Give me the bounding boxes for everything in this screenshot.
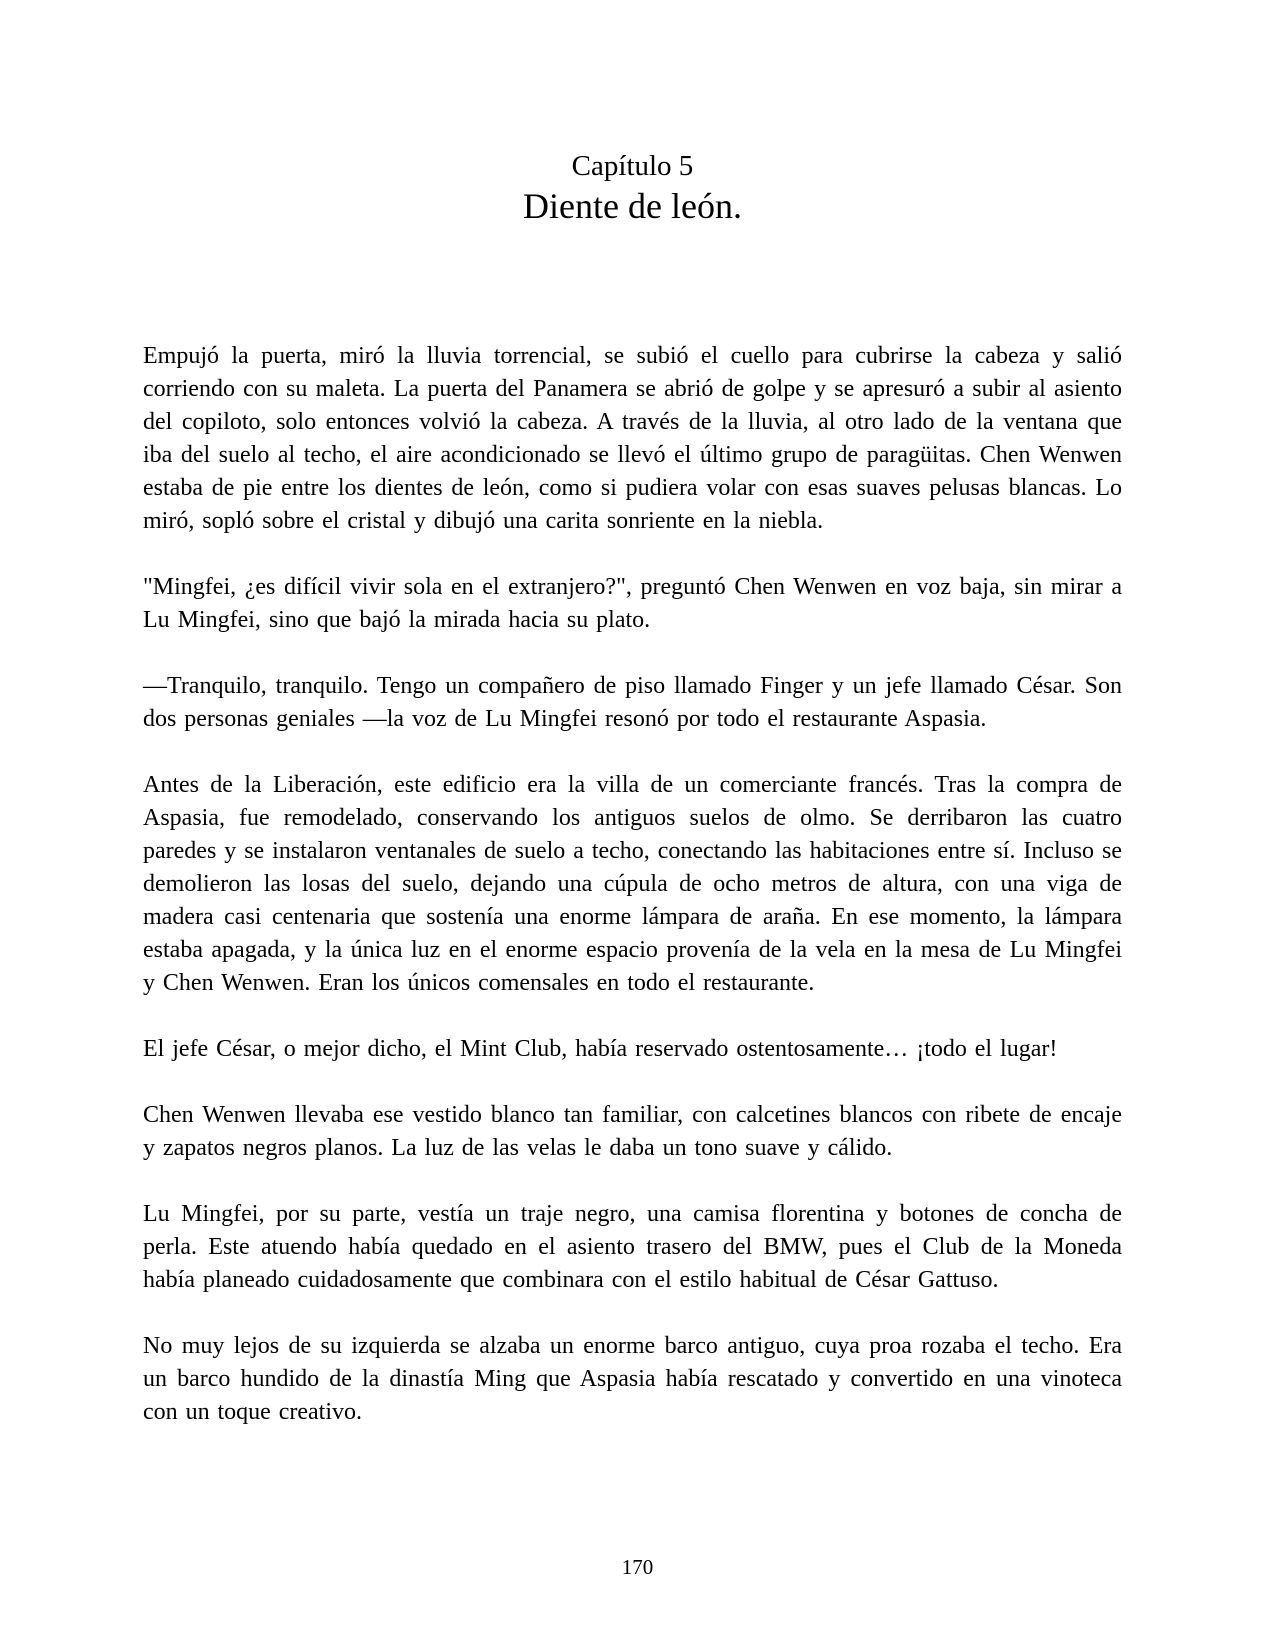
paragraph-5: El jefe César, o mejor dicho, el Mint Club, había reservado ostentosamente… ¡todo el lugar! [143,1036,1058,1062]
chapter-label: Capítulo 5 [571,150,694,182]
paragraph-7: Lu Mingfei, por su parte, vestía un traje negro, una camisa florentina y botones de concha de perla. Este atuendo había quedado en el asiento trasero del BMW, pues el Club de la Moneda había planeado cuidadosamente que combinara con el estilo habitual de César Gattuso. [143,1201,1122,1293]
paragraph-3: —Tranquilo, tranquilo. Tengo un compañero de piso llamado Finger y un jefe llamado César. Son dos personas geniales —la voz de Lu Mingfei resonó por todo el restaurante Aspasia. [143,673,1122,732]
chapter-body [143,340,1122,1429]
paragraph-6: Chen Wenwen llevaba ese vestido blanco tan familiar, con calcetines blancos con ribete de encaje y zapatos negros planos. La luz de las velas le daba un tono suave y cálido. [143,1102,1122,1161]
page-number: 170 [621,1555,654,1579]
chapter-title: Diente de león. [523,186,742,226]
paragraph-2: "Mingfei, ¿es difícil vivir sola en el extranjero?", preguntó Chen Wenwen en voz baja, sin mirar a Lu Mingfei, sino que bajó la mirada hacia su plato. [143,574,1122,633]
chapter-heading [143,148,1122,228]
paragraph-8: No muy lejos de su izquierda se alzaba un enorme barco antiguo, cuya proa rozaba el techo. Era un barco hundido de la dinastía Ming que Aspasia había rescatado y convertido en una vinoteca con un toque creativo. [143,1333,1122,1425]
page-footer [0,1554,1275,1580]
paragraph-1: Empujó la puerta, miró la lluvia torrencial, se subió el cuello para cubrirse la cabeza y salió corriendo con su maleta. La puerta del Panamera se abrió de golpe y se apresuró a subir al asiento del copiloto, solo entonces volvió la cabeza. A través de la lluvia, al otro lado de la ventana que iba del suelo al techo, el aire acondicionado se llevó el último grupo de paragüitas. Chen Wenwen estaba de pie entre los dientes de león, como si pudiera volar con esas suaves pelusas blancas. Lo miró, sopló sobre el cristal y dibujó una carita sonriente en la niebla. [143,343,1122,534]
paragraph-4: Antes de la Liberación, este edificio era la villa de un comerciante francés. Tras la compra de Aspasia, fue remodelado, conservando los antiguos suelos de olmo. Se derribaron las cuatro paredes y se instalaron ventanales de suelo a techo, conectando las habitaciones entre sí. Incluso se demolieron las losas del suelo, dejando una cúpula de ocho metros de altura, con una viga de madera casi centenaria que sostenía una enorme lámpara de araña. En ese momento, la lámpara estaba apagada, y la única luz en el enorme espacio provenía de la vela en la mesa de Lu Mingfei y Chen Wenwen. Eran los únicos comensales en todo el restaurante. [143,772,1122,996]
